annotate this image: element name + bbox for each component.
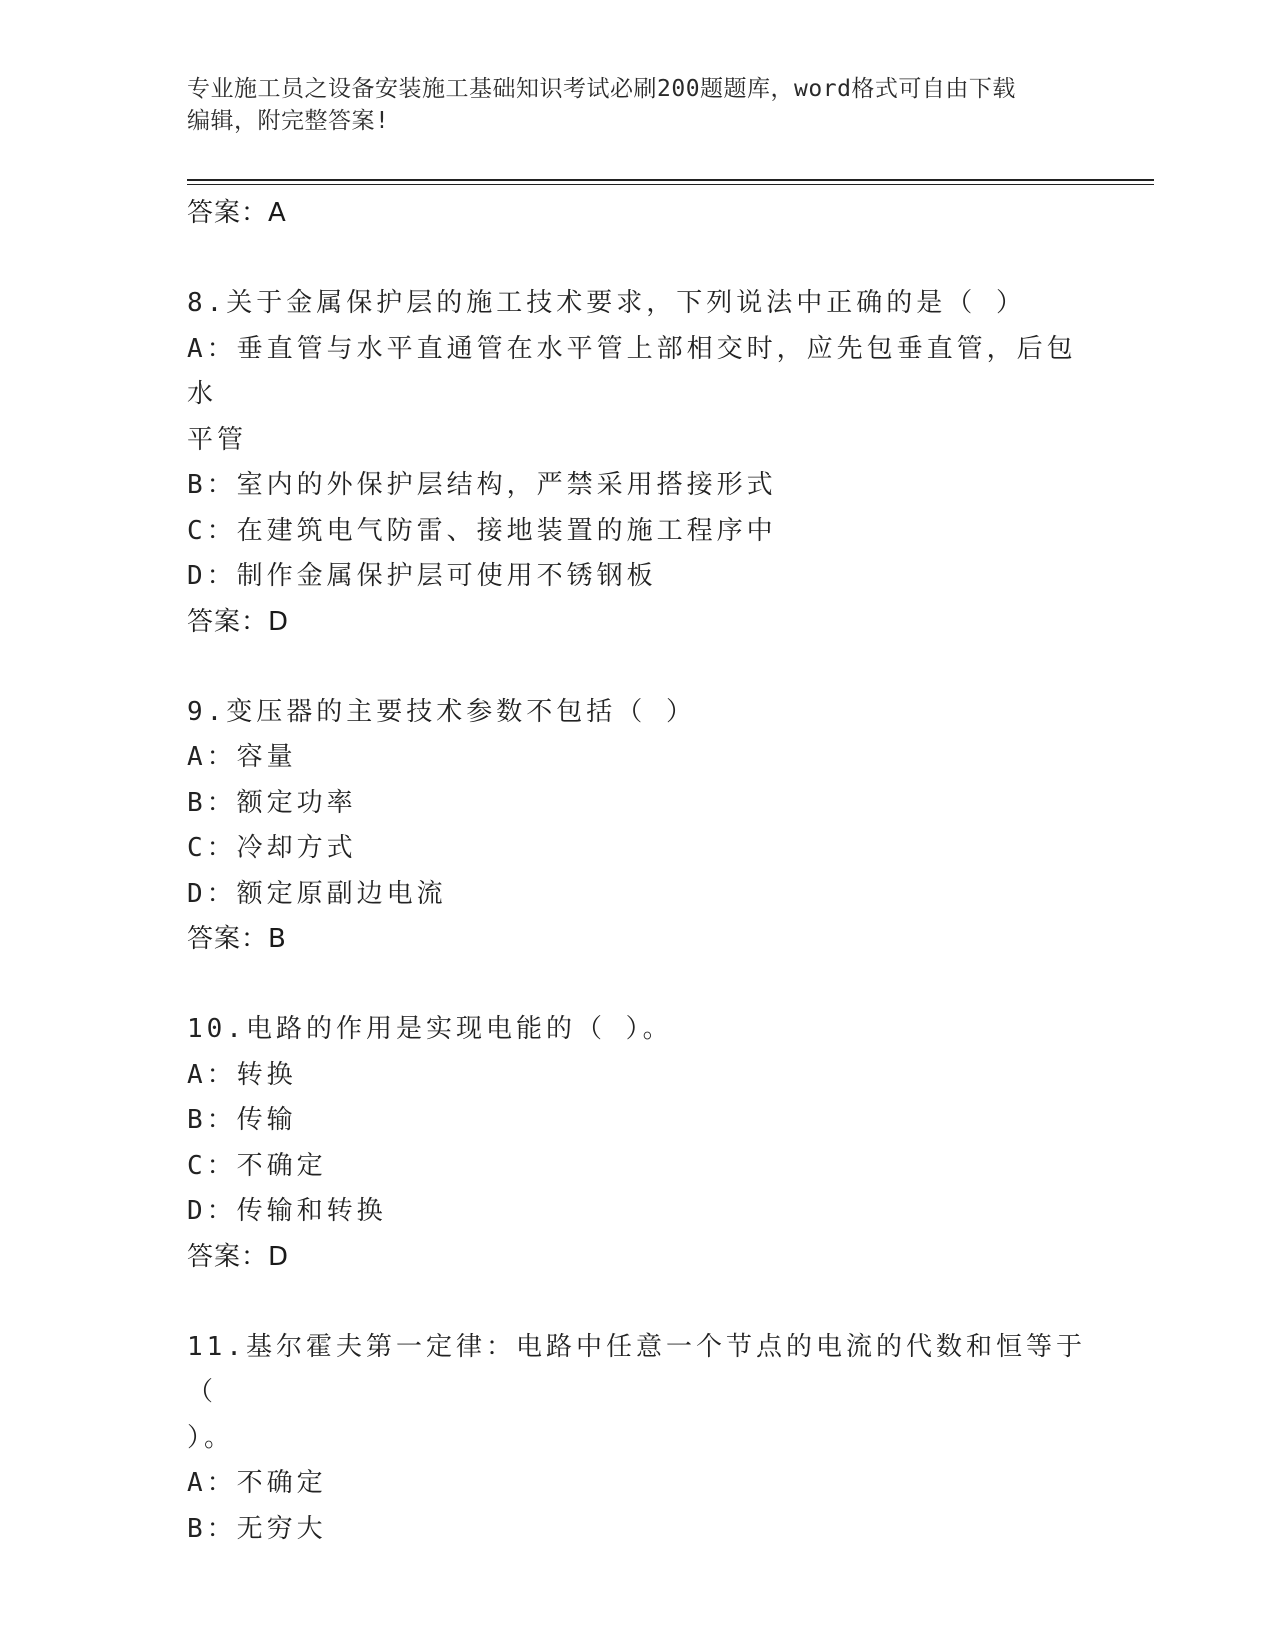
option-b: B：无穷大: [187, 1513, 327, 1544]
question-block-8: [187, 281, 1087, 644]
option-a: A：转换: [187, 1059, 297, 1090]
spacer: [187, 235, 1087, 281]
option-c: C：不确定: [187, 1150, 327, 1181]
answer-text: 答案：B: [187, 924, 287, 954]
answer-text: 答案：D: [187, 606, 290, 637]
question-block-9: [187, 690, 1087, 962]
question-list: [187, 191, 1087, 1552]
question-text: 10.电路的作用是实现电能的（ ）。: [187, 1014, 673, 1044]
option-d: D：额定原副边电流: [187, 878, 447, 909]
answer-text: 答案：D: [187, 1241, 290, 1272]
option-c: C：在建筑电气防雷、接地装置的施工程序中: [187, 515, 777, 546]
option-b: B：室内的外保护层结构，严禁采用搭接形式: [187, 470, 777, 500]
question-text: 9.变压器的主要技术参数不包括（ ）: [187, 696, 696, 727]
option-d: D：传输和转换: [187, 1196, 387, 1226]
question-block-11: [187, 1325, 1087, 1553]
header-rule-thin: [187, 184, 1154, 185]
option-b: B：传输: [187, 1105, 297, 1135]
option-b: B：额定功率: [187, 787, 357, 818]
question-text-continued: ）。: [187, 1422, 235, 1453]
previous-answer: 答案：A: [187, 198, 287, 228]
option-a: A：容量: [187, 742, 297, 772]
question-block-10: [187, 1007, 1087, 1279]
option-a: A：垂直管与水平直通管在水平管上部相交时，应先包垂直管，后包水: [187, 333, 1077, 409]
option-a-continued: 平管: [187, 424, 248, 455]
question-text: 11.基尔霍夫第一定律：电路中任意一个节点的电流的代数和恒等于（: [187, 1331, 1086, 1407]
header-rule-thick: [187, 179, 1154, 181]
option-d: D：制作金属保护层可使用不锈钢板: [187, 561, 657, 591]
document-header: [187, 73, 1087, 137]
spacer: [187, 961, 1087, 1007]
option-c: C：冷却方式: [187, 833, 357, 863]
header-line-2: 编辑，附完整答案!: [187, 108, 390, 134]
question-text: 8.关于金属保护层的施工技术要求，下列说法中正确的是（ ）: [187, 288, 1026, 318]
header-line-1: 专业施工员之设备安装施工基础知识考试必刷200题题库，word格式可自由下载: [187, 76, 1016, 102]
spacer: [187, 644, 1087, 690]
option-a: A：不确定: [187, 1468, 327, 1498]
spacer: [187, 1279, 1087, 1325]
